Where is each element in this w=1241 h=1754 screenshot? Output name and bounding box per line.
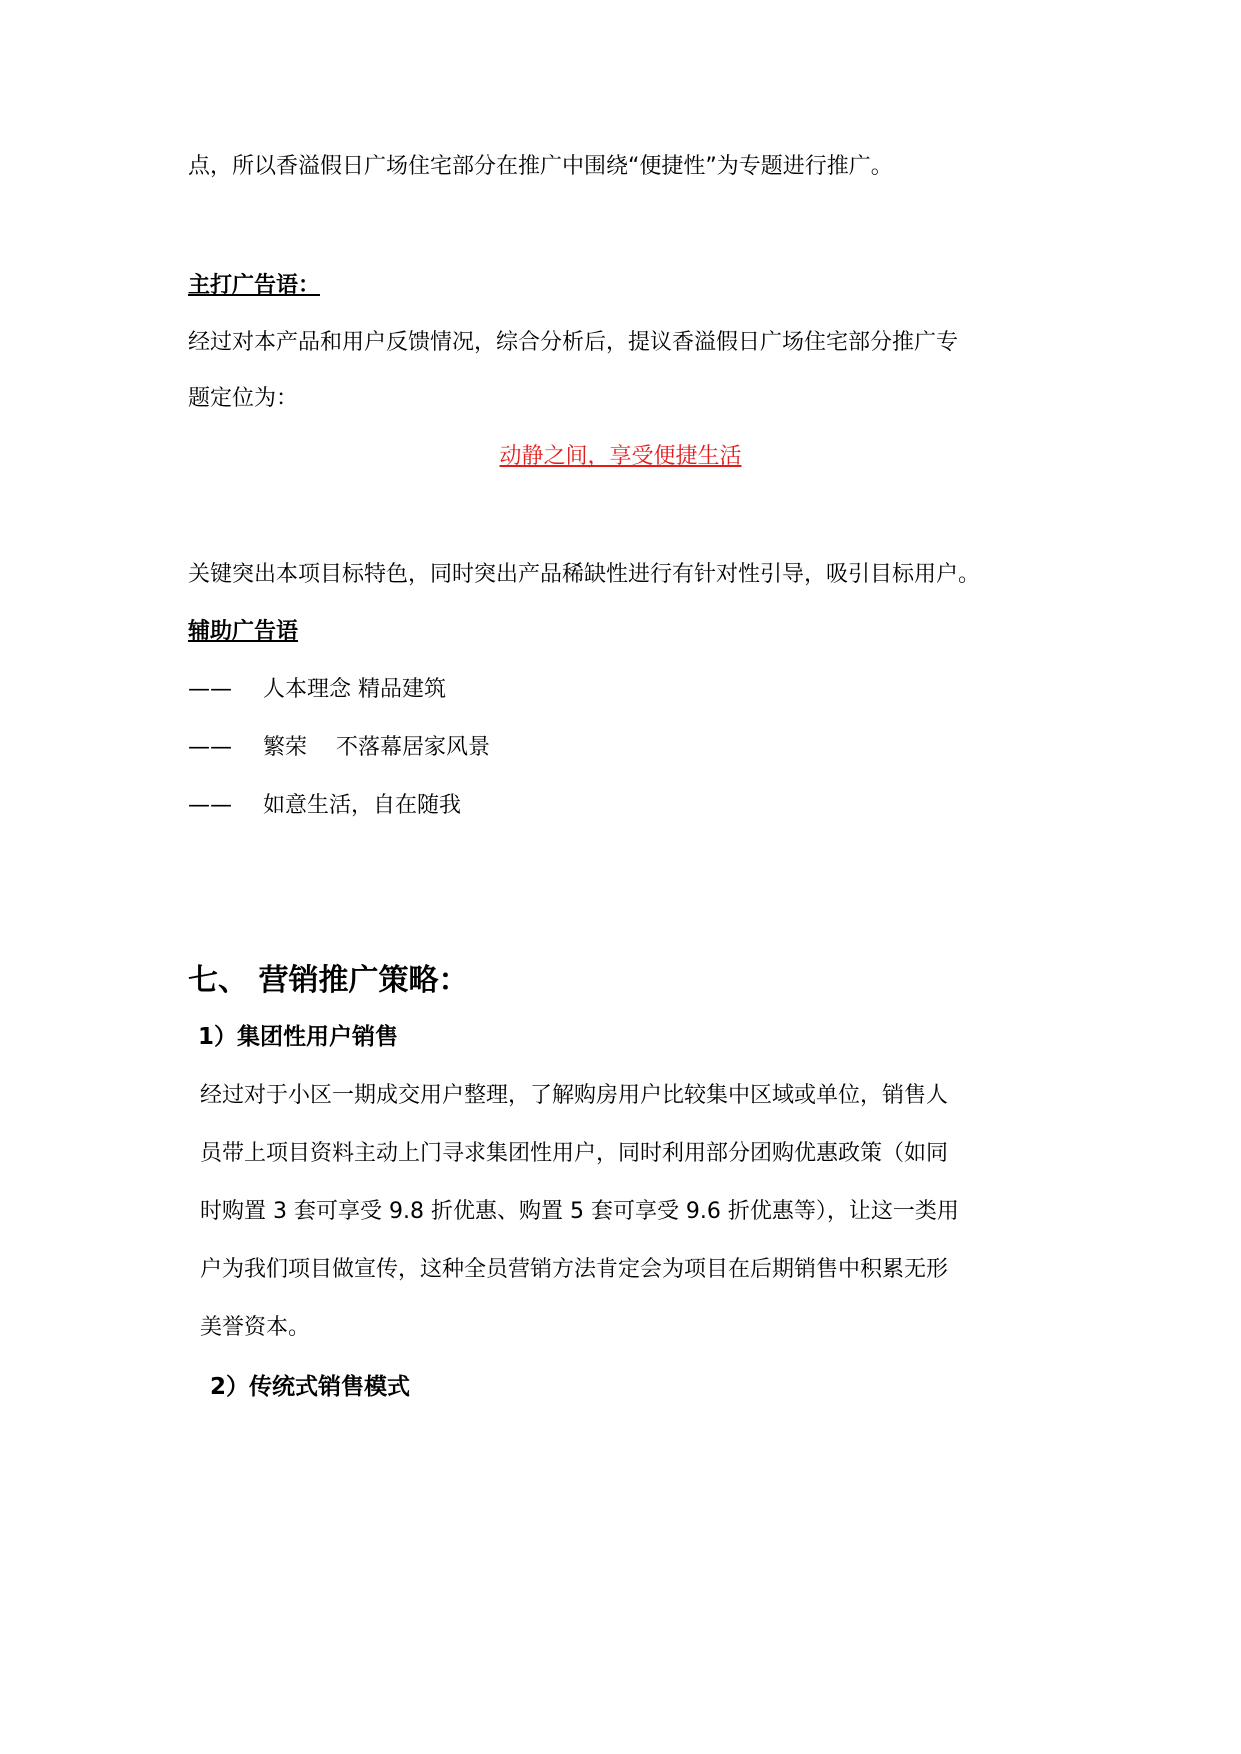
main-slogan-text-line-1: 经过对本产品和用户反馈情况，综合分析后，提议香溢假日广场住宅部分推广专 [188, 330, 959, 355]
section-7-title: 七、 营销推广策略： [188, 963, 469, 998]
aux-slogan-item-text: 如意生活，自在随我 [263, 793, 462, 818]
main-slogan-heading: 主打广告语： [188, 273, 321, 298]
aux-slogan-item-text: 人本理念 精品建筑 [263, 677, 446, 702]
intro-line: 点，所以香溢假日广场住宅部分在推广中围绕“便捷性”为专题进行推广。 [188, 154, 893, 179]
main-slogan-box [0, 442, 1241, 472]
dash-mark: —— [188, 735, 232, 760]
dash-mark: —— [188, 677, 232, 702]
aux-slogan-item-text: 繁荣 不落幕居家风景 [263, 735, 490, 760]
subsection-1-title: 1）集团性用户销售 [198, 1024, 399, 1050]
main-slogan-after: 关键突出本项目标特色，同时突出产品稀缺性进行有针对性引导，吸引目标用户。 [188, 562, 981, 587]
aux-slogan-item [188, 733, 490, 763]
aux-slogan-heading: 辅助广告语 [188, 619, 299, 644]
aux-slogan-item [188, 675, 446, 705]
aux-slogan-item [188, 791, 461, 821]
dash-mark: —— [188, 793, 232, 818]
subsection-1-line: 美誉资本。 [200, 1315, 311, 1340]
subsection-1-line: 时购置 3 套可享受 9.8 折优惠、购置 5 套可享受 9.6 折优惠等），让这一类用 [200, 1199, 959, 1224]
main-slogan: 动静之间，享受便捷生活 [499, 444, 742, 469]
subsection-1-line: 经过对于小区一期成交用户整理，了解购房用户比较集中区域或单位，销售人 [200, 1083, 949, 1108]
subsection-1-line: 户为我们项目做宣传，这种全员营销方法肯定会为项目在后期销售中积累无形 [200, 1257, 949, 1282]
subsection-1-line: 员带上项目资料主动上门寻求集团性用户，同时利用部分团购优惠政策（如同 [200, 1141, 949, 1166]
subsection-2-title: 2）传统式销售模式 [210, 1374, 411, 1400]
main-slogan-text-line-2: 题定位为： [188, 386, 299, 411]
